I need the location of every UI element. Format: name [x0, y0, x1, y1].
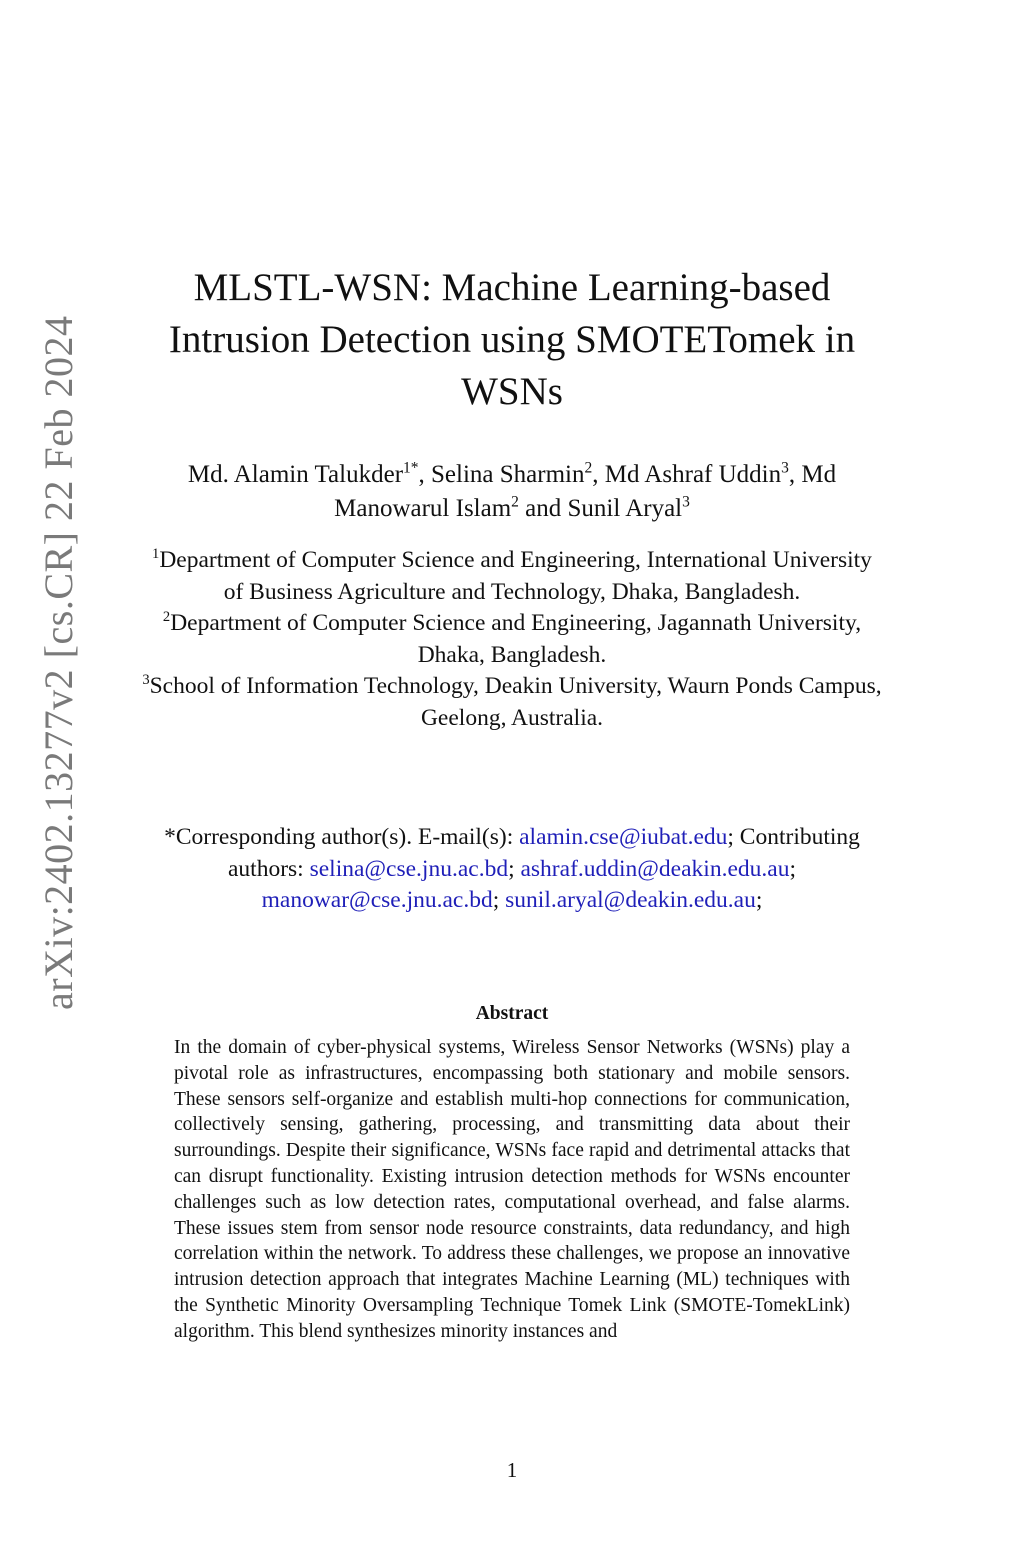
- author: Md Ashraf Uddin$^3$,: [604, 459, 802, 488]
- author-affiliation-mark: 2: [584, 459, 593, 477]
- correspondence-block: *Corresponding author(s). E-mail(s): alamin.cse@iubat.edu; Contributing authors: selina@cse.jnu.ac.bd; ashraf.uddin@deakin.edu.au; manowar@cse.jnu.ac.bd; sunil.aryal@deakin.edu.au;: [164, 824, 860, 913]
- author: Md Manowarul Islam$^2$ and: [334, 461, 837, 522]
- affiliation-number: 3: [142, 671, 150, 688]
- contributing-email-link[interactable]: manowar@cse.jnu.ac.bd: [261, 887, 493, 913]
- paper-title: MLSTL-WSN: Machine Learning-based Intrusion Detection using SMOTETomek in WSNs: [168, 266, 856, 413]
- abstract-text: In the domain of cyber-physical systems, Wireless Sensor Networks (WSNs) play a pivotal role as infrastructures, encompassing both stationary and mobile sensors. These sensors self-organize and establish multi-hop connections for communication, collectively sensing, gathering, processing, and transmitting data about their surroundings. Despite their significance, WSNs face rapid and detrimental attacks that can disrupt functionality. Existing intrusion detection methods for WSNs encounter challenges such as low detection rates, computational overhead, and false alarms. These issues stem from sensor node resource constraints, data redundancy, and high correlation within the network. To address these challenges, we propose an innovative intrusion detection approach that integrates Machine Learning (ML) techniques with the Synthetic Minority Oversampling Technique Tomek Link (SMOTE-TomekLink) algorithm. This blend synthesizes minority instances and: [174, 1037, 850, 1342]
- page-number: 1: [506, 1458, 518, 1482]
- corresponding-label: *Corresponding author(s). E-mail(s):: [164, 824, 520, 850]
- author: Md. Alamin Talukder$^{1*}$,: [187, 459, 432, 488]
- contributing-email-link[interactable]: ashraf.uddin@deakin.edu.au: [520, 855, 790, 882]
- contributing-label: Contributing authors:: [228, 824, 860, 882]
- affiliation-2: $^2$Department of Computer Science and Engineering, Jagannath University, Dhaka, Bangladesh.: [162, 608, 862, 668]
- affiliation-number: 2: [162, 608, 171, 625]
- affiliation-list: [140, 545, 884, 734]
- author-affiliation-mark: 3: [682, 493, 690, 511]
- author-affiliation-mark: 3: [781, 459, 789, 477]
- affiliation-number: 1: [152, 545, 160, 562]
- contributing-email-link[interactable]: selina@cse.jnu.ac.bd: [309, 855, 509, 882]
- author-list: [160, 458, 864, 526]
- author-affiliation-mark: 2: [511, 493, 519, 511]
- author: Sunil Aryal$^3$: [567, 493, 690, 522]
- affiliation-3: $^3$School of Information Technology, Deakin University, Waurn Ponds Campus, Geelong, Australia.: [142, 671, 882, 731]
- contributing-email-link[interactable]: sunil.aryal@deakin.edu.au: [505, 887, 756, 913]
- affiliation-1: $^1$Department of Computer Science and Engineering, International University of Business Agriculture and Technology, Dhaka, Bangladesh.: [152, 545, 872, 605]
- corresponding-email-link[interactable]: alamin.cse@iubat.edu: [519, 824, 728, 850]
- abstract-heading: Abstract: [475, 1003, 549, 1024]
- arxiv-identifier-text: arXiv:2402.13277v2 [cs.CR] 22 Feb 2024: [36, 315, 81, 1010]
- author: Selina Sharmin$^2$,: [431, 459, 605, 488]
- author-affiliation-mark: 1*: [403, 459, 419, 477]
